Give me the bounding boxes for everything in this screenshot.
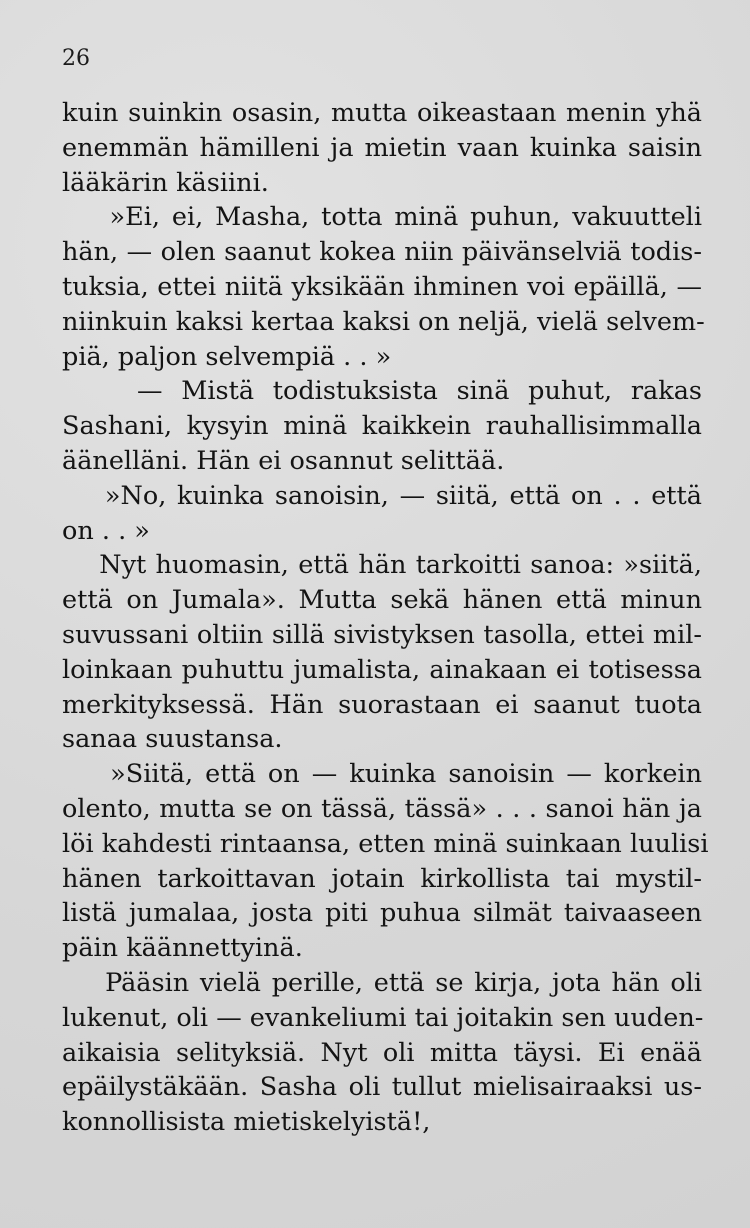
text-line: aikaisia selityksiä. Nyt oli mitta täysi. Ei enää — [62, 1037, 702, 1068]
text-line: enemmän hämilleni ja mietin vaan kuinka saisin — [62, 132, 702, 163]
text-line: sanaa suustansa. — [62, 724, 283, 755]
text-line: lukenut, oli — evankeliumi tai joitakin sen uuden- — [62, 1002, 704, 1033]
text-line: löi kahdesti rintaansa, etten minä suinkaan luulisi — [62, 828, 709, 859]
text-line: Sashani, kysyin minä kaikkein rauhallisimmalla — [62, 411, 702, 442]
text-line: olento, mutta se on tässä, tässä» . . . sanoi hän ja — [62, 793, 702, 824]
text-line: piä, paljon selvempiä . . » — [62, 341, 392, 372]
text-line: päin käännettyinä. — [62, 933, 303, 964]
page-number: 26 — [62, 46, 90, 71]
text-line: on . . » — [62, 515, 150, 546]
text-line: hänen tarkoittavan jotain kirkollista tai mystil- — [62, 863, 702, 894]
text-line: listä jumalaa, josta piti puhua silmät taivaaseen — [62, 898, 702, 929]
text-line: hän, — olen saanut kokea niin päivänselviä todis- — [62, 237, 702, 268]
text-line: Nyt huomasin, että hän tarkoitti sanoa: »siitä, — [62, 550, 702, 581]
text-line: »Siitä, että on — kuinka sanoisin — korkein — [62, 759, 702, 790]
text-line: — Mistä todistuksista sinä puhut, rakas — [62, 376, 702, 407]
text-line: että on Jumala». Mutta sekä hänen että minun — [62, 585, 702, 616]
text-line: tuksia, ettei niitä yksikään ihminen voi epäillä, — — [62, 271, 702, 302]
text-line: suvussani oltiin sillä sivistyksen tasolla, ettei mil- — [62, 619, 702, 650]
text-line: kuin suinkin osasin, mutta oikeastaan menin yhä — [62, 98, 702, 128]
text-line: Pääsin vielä perille, että se kirja, jota hän oli — [62, 967, 702, 998]
text-line: niinkuin kaksi kertaa kaksi on neljä, vielä selvem- — [62, 306, 705, 337]
text-line: »Ei, ei, Masha, totta minä puhun, vakuutteli — [62, 202, 702, 233]
text-line: »No, kuinka sanoisin, — siitä, että on . . että — [62, 480, 702, 511]
text-line: loinkaan puhuttu jumalista, ainakaan ei totisessa — [62, 654, 702, 685]
text-line: lääkärin käsiini. — [62, 167, 269, 198]
text-line: merkityksessä. Hän suorastaan ei saanut tuota — [62, 689, 702, 720]
text-line: epäilystäkään. Sasha oli tullut mielisairaaksi us- — [62, 1072, 702, 1103]
text-line: äänelläni. Hän ei osannut selittää. — [62, 445, 505, 476]
body-text — [62, 96, 709, 1140]
text-line: konnollisista mietiskelyistä!, — [62, 1107, 431, 1138]
